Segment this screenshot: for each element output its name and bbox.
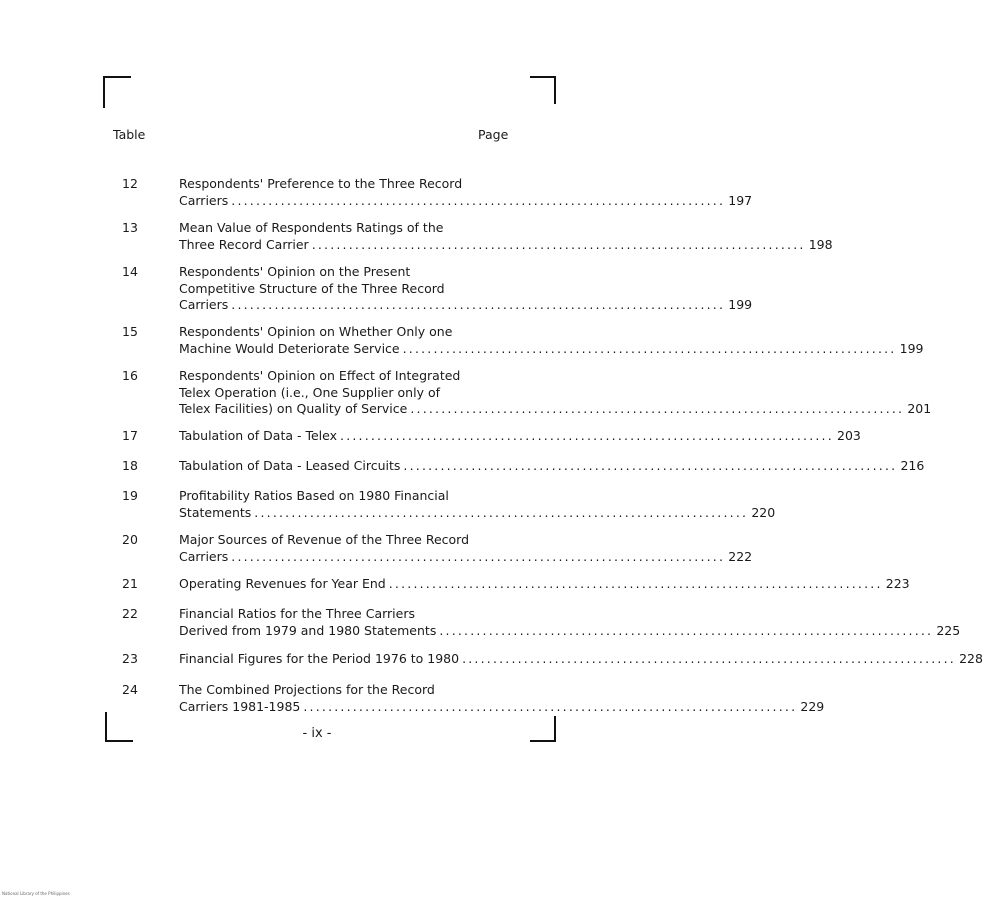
- toc-entry-page: 225: [936, 622, 961, 638]
- crop-mark-top-right: [530, 76, 556, 104]
- toc-entry-page: 222: [728, 548, 753, 564]
- toc-entry-number: 19: [122, 488, 138, 503]
- dot-leader: ................................................................................: [254, 504, 749, 520]
- toc-entry-page: 199: [728, 297, 753, 312]
- toc-entry-title: [179, 682, 825, 715]
- dot-leader: ................................................................................: [388, 576, 883, 591]
- toc-entry-title-line: Tabulation of Data - Telex: [179, 428, 338, 443]
- toc-entry-number: 15: [122, 324, 138, 339]
- toc-entry-title-line: Respondents' Opinion on the Present: [179, 264, 411, 279]
- toc-entry-final-line: [179, 340, 924, 358]
- toc-entry-page: 220: [751, 504, 776, 520]
- toc-entry-number: 21: [122, 576, 138, 591]
- toc-entry-title-line: Operating Revenues for Year End: [179, 576, 386, 591]
- toc-entry-number: 16: [122, 368, 138, 383]
- toc-entry-title: [179, 651, 983, 668]
- toc-entry-title-line: Machine Would Deteriorate Service: [179, 340, 400, 356]
- toc-entry-page: 228: [959, 651, 983, 666]
- scan-credit: National Library of the Philippines: [2, 891, 70, 896]
- toc-entry-title-line: Tabulation of Data - Leased Circuits: [179, 458, 401, 473]
- toc-entry-title: [179, 368, 932, 418]
- toc-entry-title-line: Carriers: [179, 548, 229, 564]
- toc-entry-page: 201: [907, 401, 932, 416]
- toc-entry-title: [179, 264, 753, 314]
- toc-entry-number: 12: [122, 176, 138, 191]
- toc-entry-title-line: Derived from 1979 and 1980 Statements: [179, 622, 437, 638]
- toc-entry-final-line: [179, 698, 825, 716]
- toc-entry-page: 199: [899, 340, 924, 356]
- toc-entry-final-line: [179, 192, 753, 210]
- toc-entry-page: 198: [808, 236, 833, 252]
- toc-entry-page: 223: [885, 576, 910, 591]
- toc-entry-final-line: [179, 504, 776, 522]
- toc-entry-title: [179, 176, 753, 209]
- dot-leader: ................................................................................: [462, 651, 956, 666]
- dot-leader: ................................................................................: [231, 192, 726, 208]
- toc-entry-title: [179, 606, 961, 639]
- toc-entry-title-line: Financial Ratios for the Three Carriers: [179, 606, 415, 621]
- toc-entry-page: 229: [800, 698, 825, 714]
- toc-entry-title-line: Three Record Carrier: [179, 236, 309, 252]
- table-column-header: Table: [113, 127, 146, 142]
- toc-entry-number: 17: [122, 428, 138, 443]
- dot-leader: ................................................................................: [402, 340, 897, 356]
- toc-entry-page: 203: [837, 428, 861, 443]
- dot-leader: ................................................................................: [311, 236, 806, 252]
- toc-entry-title-line: Carriers 1981-1985: [179, 698, 301, 714]
- page-column-header: Page: [478, 127, 509, 142]
- toc-entry-title: [179, 488, 776, 521]
- toc-entry-title-line: Profitability Ratios Based on 1980 Financial: [179, 488, 449, 503]
- toc-entry-title-line: Statements: [179, 504, 252, 520]
- toc-entry-number: 18: [122, 458, 138, 473]
- toc-entry-final-line: [179, 651, 983, 668]
- toc-entry-final-line: [179, 401, 932, 418]
- toc-entry-number: 14: [122, 264, 138, 279]
- toc-entry-number: 20: [122, 532, 138, 547]
- toc-entry-title-line: Mean Value of Respondents Ratings of the: [179, 220, 444, 235]
- toc-entry-title-line: Competitive Structure of the Three Record: [179, 280, 445, 296]
- dot-leader: ................................................................................: [410, 401, 905, 416]
- toc-entry-title-line: Financial Figures for the Period 1976 to 1980: [179, 651, 460, 666]
- dot-leader: ................................................................................: [303, 698, 798, 714]
- toc-entry-title-line: Carriers: [179, 297, 229, 312]
- toc-entry-title: [179, 428, 861, 445]
- toc-entry-title: [179, 324, 924, 357]
- dot-leader: ................................................................................: [439, 622, 934, 638]
- toc-entry-number: 23: [122, 651, 138, 666]
- dot-leader: ................................................................................: [231, 548, 726, 564]
- toc-entry-final-line: [179, 297, 753, 314]
- toc-entry-page: 197: [728, 192, 753, 208]
- toc-entry-title-line: Respondents' Preference to the Three Record: [179, 176, 463, 191]
- toc-entry-title: [179, 220, 833, 253]
- toc-entry-number: 22: [122, 606, 138, 621]
- toc-entry-number: 24: [122, 682, 138, 697]
- toc-entry-title-line: Telex Operation (i.e., One Supplier only of: [179, 384, 440, 400]
- toc-entry-final-line: [179, 576, 910, 593]
- dot-leader: ................................................................................: [403, 458, 898, 473]
- toc-entry-final-line: [179, 236, 833, 254]
- toc-entry-title: [179, 576, 910, 593]
- toc-entry-title: [179, 458, 925, 475]
- toc-entry-final-line: [179, 458, 925, 475]
- toc-entry-title-line: The Combined Projections for the Record: [179, 682, 435, 697]
- toc-entry-final-line: [179, 548, 753, 566]
- dot-leader: ................................................................................: [340, 428, 834, 443]
- toc-entry-page: 216: [900, 458, 925, 473]
- toc-entry-final-line: [179, 428, 861, 445]
- toc-entry-final-line: [179, 622, 961, 640]
- toc-entry-title-line: Telex Facilities) on Quality of Service: [179, 401, 408, 416]
- dot-leader: ................................................................................: [231, 297, 726, 312]
- page-number: - ix -: [302, 726, 332, 741]
- toc-entry-title-line: Respondents' Opinion on Effect of Integrated: [179, 368, 461, 383]
- toc-entry-number: 13: [122, 220, 138, 235]
- toc-entry-title-line: Respondents' Opinion on Whether Only one: [179, 324, 453, 339]
- toc-entry-title-line: Major Sources of Revenue of the Three Record: [179, 532, 470, 547]
- toc-entry-title-line: Carriers: [179, 192, 229, 208]
- crop-mark-top-left: [103, 76, 131, 108]
- toc-entry-title: [179, 532, 753, 565]
